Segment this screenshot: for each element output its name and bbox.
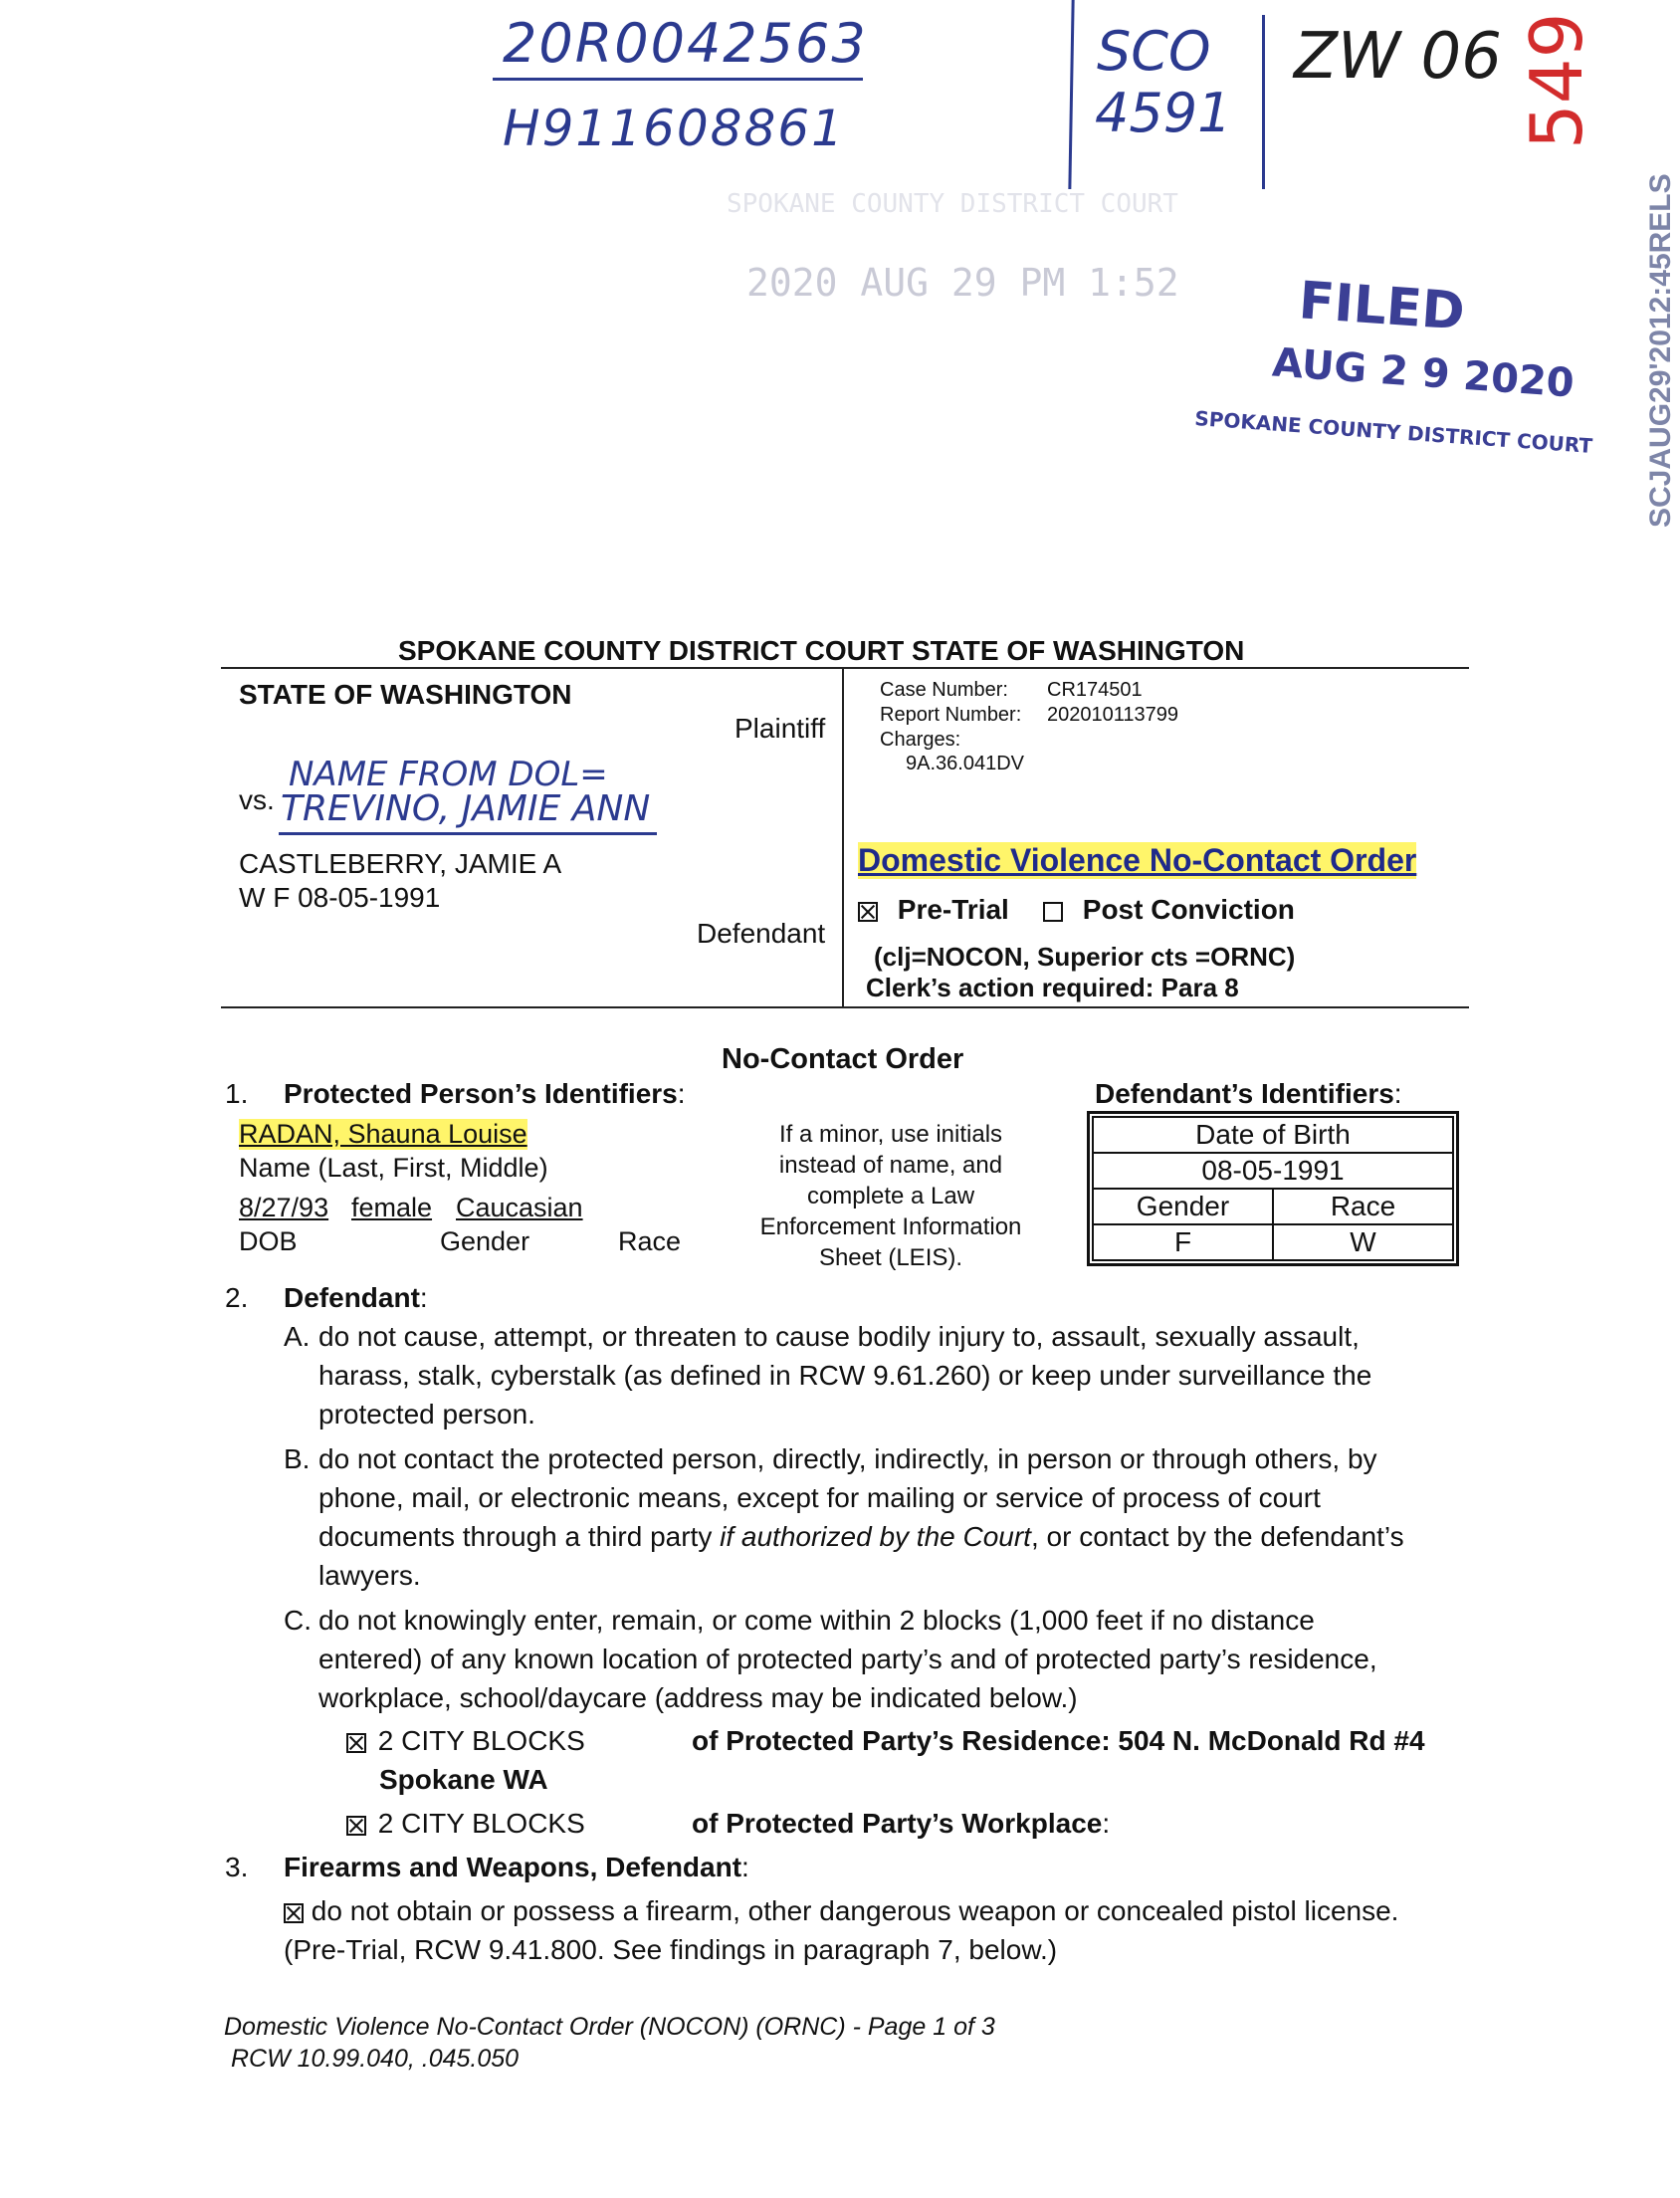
caption-bottom-rule xyxy=(221,1006,1469,1008)
residence-checkbox xyxy=(346,1733,366,1753)
minor-note-line: Sheet (LEIS). xyxy=(818,1244,963,1271)
firearms-line: (Pre-Trial, RCW 9.41.800. See findings in paragraph 7, below.) xyxy=(284,1934,1058,1965)
clause-a xyxy=(318,1317,1463,1433)
filed-date-stamp: AUG 2 9 2020 xyxy=(1270,339,1576,407)
no-contact-heading: No-Contact Order xyxy=(722,1043,964,1075)
def-race-label: Race xyxy=(1273,1189,1453,1224)
handwritten-name-from-dol: NAME FROM DOL= xyxy=(289,755,608,794)
residence-city: Spokane WA xyxy=(379,1764,548,1795)
post-conviction-option xyxy=(1043,894,1295,926)
handwritten-name-underline xyxy=(279,832,657,835)
clause-a-line: do not cause, attempt, or threaten to cause bodily injury to, assault, sexually assault, xyxy=(318,1321,1360,1352)
report-number: 202010113799 xyxy=(1047,704,1178,726)
clause-b xyxy=(318,1439,1463,1595)
firearms-line xyxy=(284,1891,1468,1930)
clause-a-line: protected person. xyxy=(318,1399,535,1429)
section-3-title: Firearms and Weapons, Defendant: xyxy=(284,1852,749,1882)
workplace-blocks-label: 2 CITY BLOCKS xyxy=(377,1808,585,1839)
race-caption: Race xyxy=(618,1226,682,1256)
firearms-clause xyxy=(284,1891,1468,1969)
section-3-title-text: Firearms and Weapons, Defendant xyxy=(284,1852,742,1882)
clause-c-line: entered) of any known location of protected party’s and of protected party’s residence, xyxy=(318,1644,1377,1674)
workplace-blocks xyxy=(346,1808,585,1840)
gender-caption: Gender xyxy=(440,1226,530,1256)
footer-line-1: Domestic Violence No-Contact Order (NOCON) (ORNC) - Page 1 of 3 xyxy=(224,2013,995,2041)
handwritten-case-number: 20R0042563 xyxy=(503,12,868,75)
dob-caption: DOB xyxy=(239,1226,298,1256)
pretrial-checkbox xyxy=(858,902,878,922)
def-gender-value: F xyxy=(1093,1224,1273,1260)
faint-court-stamp: SPOKANE COUNTY DISTRICT COURT xyxy=(727,189,1178,219)
court-title: SPOKANE COUNTY DISTRICT COURT STATE OF WASHINGTON xyxy=(398,635,1245,666)
clerk-note: Clerk’s action required: Para 8 xyxy=(866,973,1239,1002)
filed-court-stamp: SPOKANE COUNTY DISTRICT COURT xyxy=(1193,406,1593,458)
section-1-title-text: Protected Person’s Identifiers xyxy=(284,1078,678,1109)
pretrial-option xyxy=(858,894,1009,926)
charges-label: Charges: xyxy=(880,729,961,751)
defendant-name: CASTLEBERRY, JAMIE A xyxy=(239,848,562,879)
plaintiff-name: STATE OF WASHINGTON xyxy=(239,679,572,710)
workplace-text: of Protected Party’s Workplace: xyxy=(692,1808,1111,1839)
defendant-ids-title: Defendant’s Identifiers: xyxy=(1095,1078,1402,1109)
name-caption: Name (Last, First, Middle) xyxy=(239,1153,548,1183)
clause-b-line: lawyers. xyxy=(318,1560,421,1591)
minor-note-line: Enforcement Information xyxy=(759,1213,1022,1240)
residence-blocks xyxy=(346,1725,585,1757)
handwritten-dol-name: TREVINO, JAMIE ANN xyxy=(281,788,651,829)
minor-note xyxy=(717,1119,1065,1273)
defendant-info: W F 08-05-1991 xyxy=(239,882,441,913)
protected-race: Caucasian xyxy=(456,1193,583,1222)
clause-b-text: , or contact by the defendant’s xyxy=(1030,1521,1404,1552)
pretrial-label: Pre-Trial xyxy=(897,894,1009,925)
handwritten-divider-1 xyxy=(1068,0,1074,189)
report-number-label: Report Number: xyxy=(880,704,1022,726)
workplace-checkbox xyxy=(346,1816,366,1836)
handwritten-sco: SCO xyxy=(1097,20,1211,83)
protected-name: RADAN, Shauna Louise xyxy=(239,1119,527,1149)
defendant-ids-title-text: Defendant’s Identifiers xyxy=(1095,1078,1394,1109)
section-3-number: 3. xyxy=(225,1852,249,1882)
residence-blocks-label: 2 CITY BLOCKS xyxy=(377,1725,585,1756)
clause-b-line: do not contact the protected person, directly, indirectly, in person or through others, by xyxy=(318,1443,1377,1474)
def-dob-label: Date of Birth xyxy=(1093,1117,1453,1153)
clause-c-label: C. xyxy=(284,1605,312,1636)
case-number-label: Case Number: xyxy=(880,679,1008,701)
section-2-title-text: Defendant xyxy=(284,1282,420,1313)
clause-c xyxy=(318,1601,1463,1717)
handwritten-zw: ZW 06 xyxy=(1294,20,1502,94)
protected-gender: female xyxy=(351,1193,433,1222)
footer-line-2: RCW 10.99.040, .045.050 xyxy=(231,2045,520,2073)
handwritten-red-number: 549 xyxy=(1515,12,1598,149)
plaintiff-label: Plaintiff xyxy=(735,713,826,744)
firearms-checkbox xyxy=(284,1903,304,1923)
faint-time-stamp: 2020 AUG 29 PM 1:52 xyxy=(746,261,1179,305)
post-conviction-checkbox xyxy=(1043,902,1063,922)
section-2-title: Defendant: xyxy=(284,1282,428,1313)
firearms-text: do not obtain or possess a firearm, other dangerous weapon or concealed pistol license. xyxy=(311,1895,1399,1926)
clause-b-italic: if authorized by the Court xyxy=(720,1521,1031,1552)
minor-note-line: instead of name, and xyxy=(778,1152,1003,1179)
residence-text: of Protected Party’s Residence: 504 N. McDonald Rd #4 xyxy=(692,1725,1425,1756)
def-gender-label: Gender xyxy=(1093,1189,1273,1224)
clause-b-label: B. xyxy=(284,1443,311,1474)
caption-divider xyxy=(842,669,844,1007)
post-conviction-label: Post Conviction xyxy=(1082,894,1295,925)
side-stamp: SCJAUG29'2012:45RELS xyxy=(1644,173,1677,528)
clause-b-line: phone, mail, or electronic means, except for mailing or service of process of court xyxy=(318,1482,1321,1513)
defendant-label: Defendant xyxy=(697,918,826,949)
handwritten-underline xyxy=(493,78,863,81)
charges: 9A.36.041DV xyxy=(906,753,1024,774)
minor-note-line: complete a Law xyxy=(806,1183,975,1209)
filed-stamp: FILED xyxy=(1297,271,1467,342)
handwritten-h-number: H911608861 xyxy=(503,100,845,157)
clause-a-line: harass, stalk, cyberstalk (as defined in RCW 9.61.260) or keep under surveillance the xyxy=(318,1360,1372,1391)
def-race-value: W xyxy=(1273,1224,1453,1260)
workplace-text-label: of Protected Party’s Workplace xyxy=(692,1808,1103,1839)
clause-c-line: do not knowingly enter, remain, or come within 2 blocks (1,000 feet if no distance xyxy=(318,1605,1315,1636)
clause-c-line: workplace, school/daycare (address may be indicated below.) xyxy=(318,1682,1078,1713)
minor-note-line: If a minor, use initials xyxy=(778,1121,1003,1148)
order-title: Domestic Violence No-Contact Order xyxy=(858,842,1417,878)
def-dob-value: 08-05-1991 xyxy=(1093,1153,1453,1189)
clause-b-line xyxy=(318,1517,1463,1556)
handwritten-sco-number: 4591 xyxy=(1095,82,1232,144)
defendant-ids-table xyxy=(1087,1111,1459,1266)
section-2-number: 2. xyxy=(225,1282,249,1313)
protected-dob: 8/27/93 xyxy=(239,1193,329,1222)
clj-note: (clj=NOCON, Superior cts =ORNC) xyxy=(874,942,1296,972)
case-number: CR174501 xyxy=(1047,679,1143,701)
section-1-number: 1. xyxy=(225,1078,249,1109)
vs-label: vs. xyxy=(239,784,275,815)
caption-top-rule xyxy=(221,667,1469,669)
clause-b-text: documents through a third party xyxy=(318,1521,721,1552)
clause-a-label: A. xyxy=(284,1321,311,1352)
section-1-title: Protected Person’s Identifiers: xyxy=(284,1078,686,1109)
handwritten-divider-2 xyxy=(1262,15,1265,189)
